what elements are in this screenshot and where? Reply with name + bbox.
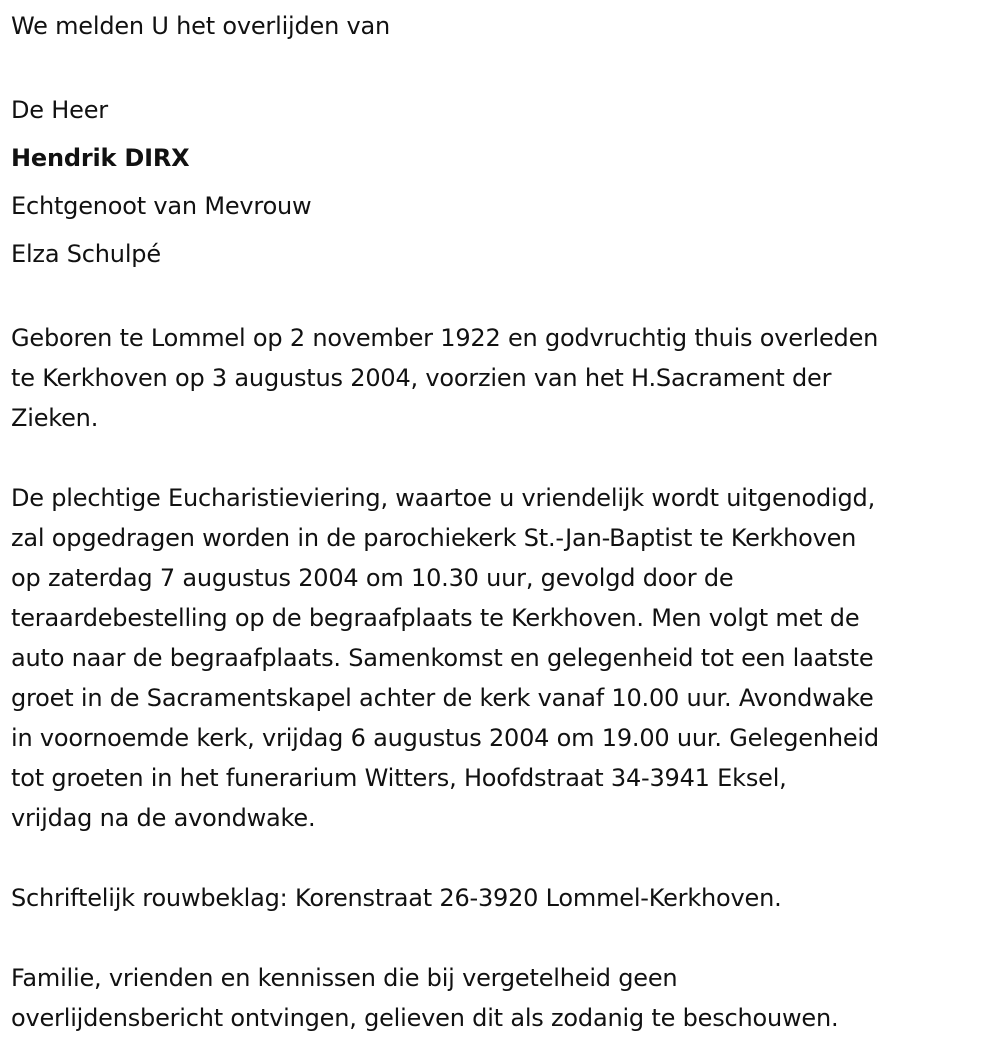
- paragraph-line: in voornoemde kerk, vrijdag 6 augustus 2004 om 19.00 uur. Gelegenheid: [11, 724, 879, 752]
- paragraph-line: op zaterdag 7 augustus 2004 om 10.30 uur, gevolgd door de: [11, 564, 734, 592]
- paragraph-line: overlijdensbericht ontvingen, gelieven dit als zodanig te beschouwen.: [11, 1004, 839, 1032]
- spouse-label: Echtgenoot van Mevrouw: [11, 192, 312, 220]
- paragraph-line: Familie, vrienden en kennissen die bij vergetelheid geen: [11, 964, 678, 992]
- paragraph-line: Zieken.: [11, 404, 99, 432]
- spacer: [11, 438, 991, 478]
- condolence-address: Schriftelijk rouwbeklag: Korenstraat 26-3920 Lommel-Kerkhoven.: [11, 884, 782, 912]
- paragraph-line: teraardebestelling op de begraafplaats te Kerkhoven. Men volgt met de: [11, 604, 860, 632]
- spacer: [11, 838, 991, 878]
- deceased-name: Hendrik DIRX: [11, 144, 190, 172]
- paragraph-line: tot groeten in het funerarium Witters, Hoofdstraat 34-3941 Eksel,: [11, 764, 787, 792]
- paragraph-line: te Kerkhoven op 3 augustus 2004, voorzien van het H.Sacrament der: [11, 364, 832, 392]
- spacer: [11, 918, 991, 958]
- paragraph-line: vrijdag na de avondwake.: [11, 804, 316, 832]
- paragraph-line: De plechtige Eucharistieviering, waartoe u vriendelijk wordt uitgenodigd,: [11, 484, 876, 512]
- honorific: De Heer: [11, 96, 108, 124]
- spacer: [11, 278, 991, 318]
- paragraph-line: auto naar de begraafplaats. Samenkomst en gelegenheid tot een laatste: [11, 644, 874, 672]
- intro-text: We melden U het overlijden van: [11, 12, 391, 40]
- birth-death-paragraph: [11, 318, 991, 438]
- paragraph-line: zal opgedragen worden in de parochiekerk St.-Jan-Baptist te Kerkhoven: [11, 524, 857, 552]
- paragraph-line: Geboren te Lommel op 2 november 1922 en godvruchtig thuis overleden: [11, 324, 879, 352]
- paragraph-line: groet in de Sacramentskapel achter de kerk vanaf 10.00 uur. Avondwake: [11, 684, 874, 712]
- closing-paragraph: [11, 958, 991, 1038]
- death-notice: [11, 6, 991, 1038]
- spouse-name: Elza Schulpé: [11, 240, 161, 268]
- spacer: [11, 46, 991, 86]
- ceremony-paragraph: [11, 478, 991, 838]
